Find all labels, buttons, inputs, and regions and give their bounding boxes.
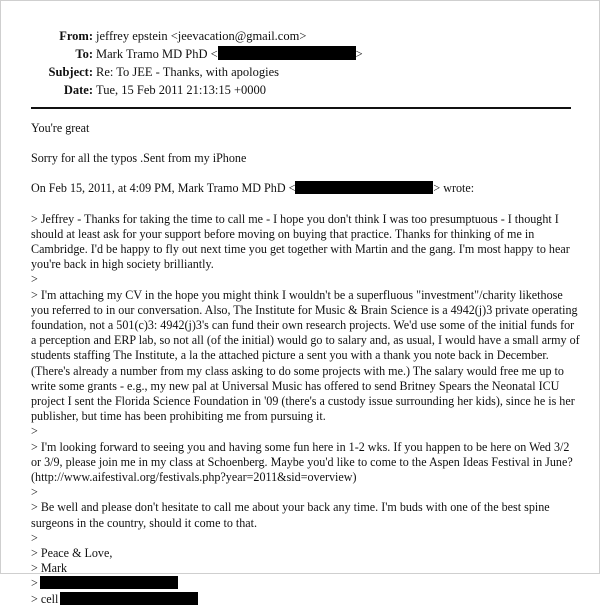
to-value <box>96 45 363 63</box>
redacted-line-prefix: > <box>31 576 38 591</box>
subject-value: Re: To JEE - Thanks, with apologies <box>96 65 280 79</box>
from-value: jeffrey epstein <jeevacation@gmail.com> <box>96 29 307 43</box>
reply-intro-suffix: > wrote: <box>433 181 475 196</box>
quote-line: write some grants - e.g., my new pal at Universal Music has offered to send Britney Spears the Neonatal ICU <box>31 378 560 393</box>
signature-redaction <box>40 576 178 589</box>
quote-line: > Jeffrey - Thanks for taking the time to call me - I hope you don't think I was too presumptuous - I thought I <box>31 211 559 226</box>
quote-separator: > <box>31 530 38 545</box>
quote-paragraph-4 <box>31 500 581 530</box>
quote-line: should at least ask for your support before moving on buying that practice. Thanks for thinking of me in <box>31 226 535 241</box>
subject-label: Subject: <box>48 65 93 79</box>
quote-line: surgeons in the country, should it come to that. <box>31 515 258 530</box>
blank-line <box>31 136 581 151</box>
date-value: Tue, 15 Feb 2011 21:13:15 +0000 <box>96 83 267 97</box>
cell-number-redaction <box>60 592 198 605</box>
to-value-prefix: Mark Tramo MD PhD < <box>96 47 218 61</box>
reply-email-redaction <box>295 181 433 194</box>
quote-separator: > <box>31 424 38 439</box>
blank-line <box>31 166 581 181</box>
to-row <box>1 45 600 63</box>
quote-line: students staffing The Institute, a la the attached picture a sent you with a thank you note back in December. <box>31 348 549 363</box>
quote-url-line: (http://www.aifestival.org/festivals.php?year=2011&sid=overview) <box>31 470 357 485</box>
reply-intro-line <box>31 181 581 196</box>
email-body <box>31 121 581 607</box>
to-value-suffix: > <box>355 47 363 61</box>
redacted-signature-line <box>31 576 581 591</box>
signature-name: > Mark <box>31 561 68 576</box>
header-divider <box>31 107 571 109</box>
quote-separator: > <box>31 272 38 287</box>
quote-line: foundation, not a 501(c)3: 4942(j)3's can fund their own research projects. We'd use some of the initial funds for <box>31 318 575 333</box>
quote-line: project I sent the Florida Science Foundation in '09 (there's a custody issue surrounding her kids), since he is her <box>31 394 575 409</box>
blank-line <box>31 197 581 212</box>
quote-line: > I'm attaching my CV in the hope you might think I wouldn't be a superfluous "investment"/charity likethose <box>31 287 563 302</box>
quote-line: a perception and ERP lab, so not all (of the initial) would go to salary and, as usual, I would have a small army of <box>31 333 580 348</box>
quote-line: you referred to in our conversation. Also, The Institute for Music & Brain Science is a 4942(j)3 private operating <box>31 302 578 317</box>
quote-separator: > <box>31 485 38 500</box>
greeting-line: You're great <box>31 121 90 135</box>
from-row <box>1 27 600 45</box>
quote-line: or 3/9, please join me in my class at Schoenberg. Maybe you'd like to come to the Aspen Ideas Festival in June? <box>31 454 573 469</box>
apology-line: Sorry for all the typos .Sent from my iPhone <box>31 151 247 166</box>
cell-line <box>31 592 581 607</box>
date-row <box>1 81 600 99</box>
cell-label: > cell <box>31 591 59 606</box>
quote-paragraph-1 <box>31 212 581 273</box>
from-label: From: <box>59 29 93 43</box>
quote-paragraph-2 <box>31 288 581 425</box>
quote-line: Cambridge. I'd be happy to fly out next time you get together with Martin and the gang. I'm most happy to hear <box>31 242 570 257</box>
quote-line: > I'm looking forward to seeing you and having some fun here in 1-2 wks. If you happen to be here on Wed 3/2 <box>31 439 570 454</box>
quote-paragraph-3 <box>31 440 581 486</box>
quote-line: publisher, but time has been prohibiting me from pursuing it. <box>31 409 326 424</box>
to-email-redaction <box>218 46 356 60</box>
subject-row <box>1 63 600 81</box>
to-label: To: <box>75 47 93 61</box>
date-label: Date: <box>63 83 93 97</box>
signoff-line: > Peace & Love, <box>31 546 113 561</box>
quote-line: (There's already a number from my class asking to do some projects with me.) The salary would free me up to <box>31 363 564 378</box>
reply-intro-prefix: On Feb 15, 2011, at 4:09 PM, Mark Tramo MD PhD < <box>31 181 296 196</box>
quote-line: > Be well and please don't hesitate to call me about your back any time. I'm buds with one of the best spine <box>31 500 550 515</box>
quote-line: you're back in high society brilliantly. <box>31 257 214 272</box>
